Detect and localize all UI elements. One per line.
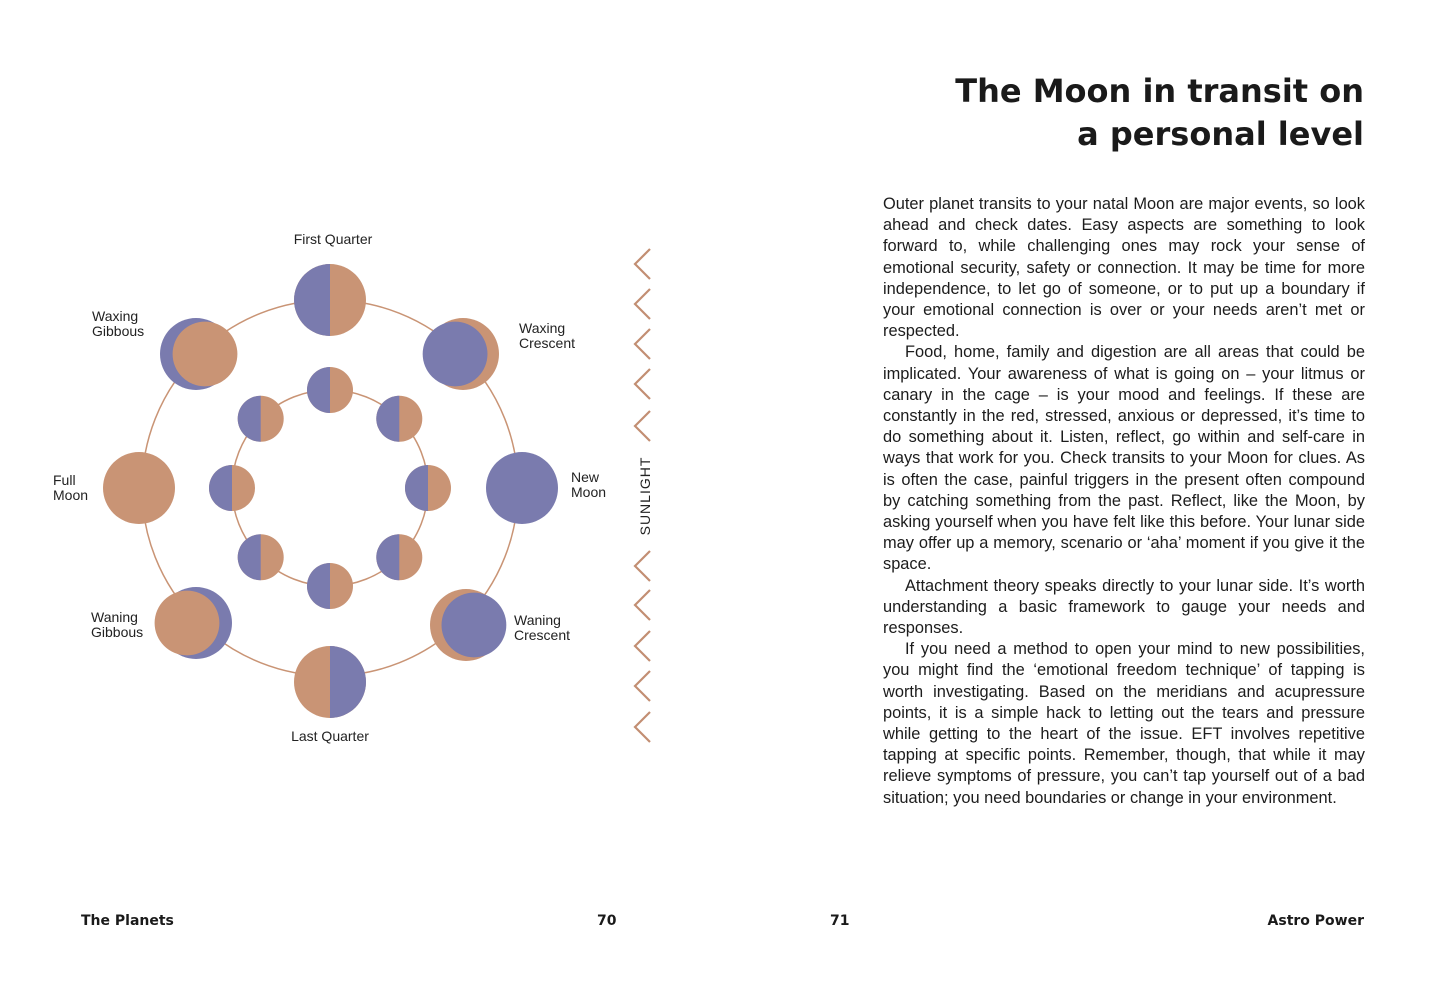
waxing-gibbous-moon (160, 318, 237, 390)
paragraph: Attachment theory speaks directly to your lunar side. It’s worth understanding a basic framework to gauge your needs and responses. (883, 576, 1365, 638)
full-moon-label: Full Moon (53, 472, 89, 503)
chevron-icon (635, 289, 650, 319)
paragraph: Outer planet transits to your natal Moon are major events, so look ahead and check dates. Easy aspects are something to look forward to, while challenging ones may rock your sense of emotional security, safety or connection. It may be time for more independence, to let go of someone, or to put up a boundary if your emotional connection is over or your needs aren’t met or respected. (883, 195, 1365, 341)
left-page-number: 70 (597, 913, 617, 929)
chevron-icon (635, 411, 650, 441)
chevron-icon (635, 712, 650, 742)
chevron-icon (635, 249, 650, 279)
inner-moon (307, 367, 353, 413)
inner-moon (376, 396, 422, 442)
waxing-gibbous-label: Waxing Gibbous (92, 308, 145, 339)
inner-moon (238, 396, 284, 442)
left-running-head: The Planets (81, 913, 174, 929)
title-line-1: The Moon in transit on (955, 72, 1364, 110)
paragraph: Food, home, family and digestion are all areas that could be implicated. Your awareness of what is going on – your litmus or canary in the cage – is your mood and feelings. If these are constantly in the red, stressed, anxious or depressed, it’s time to do something about it. Listen, reflect, go within and self-care in ways that work for you. Check transits to your Moon for clues. As is often the case, painful triggers in the present often compound by catching something from the past. Reflect, like the Moon, by asking yourself when you have felt like this before. Your lunar side may offer up a memory, scenario or ‘aha’ moment if you give it the space. (883, 343, 1365, 574)
full-moon-moon (103, 452, 175, 524)
paragraph: If you need a method to open your mind to new possibilities, you might find the ‘emotional freedom technique’ of tapping is worth investigating. Based on the meridians and acupressure points, it is a simple hack to letting out the tears and pressure while getting to the heart of the issue. EFT involves repetitive tapping at specific points. Remember, though, that while it may relieve symptoms of pressure, you can’t tap yourself out of a bad situation; you need boundaries or change in your environment. (883, 640, 1365, 807)
chevron-icon (635, 631, 650, 661)
chevron-icon (635, 590, 650, 620)
right-running-head: Astro Power (1267, 913, 1364, 929)
waxing-crescent-moon (423, 318, 499, 390)
new-moon-label: New Moon (571, 469, 607, 500)
chevron-icon (635, 551, 650, 581)
moon-phases-diagram (0, 0, 722, 990)
first-quarter-label: First Quarter (293, 231, 373, 247)
chevron-icon (635, 329, 650, 359)
title-line-2: a personal level (1077, 115, 1364, 153)
body-text (883, 194, 1365, 809)
last-quarter-moon (294, 646, 366, 718)
waning-crescent-moon (430, 589, 506, 661)
first-quarter-moon (294, 264, 366, 336)
inner-moon (209, 465, 255, 511)
waning-crescent-label: Waning Crescent (514, 612, 571, 643)
inner-moon (307, 563, 353, 609)
new-moon-moon (486, 452, 558, 524)
inner-moon (376, 534, 422, 580)
waning-gibbous-label: Waning Gibbous (91, 609, 144, 640)
last-quarter-label: Last Quarter (291, 728, 369, 744)
page-title (804, 70, 1364, 156)
inner-moon (238, 534, 284, 580)
waning-gibbous-moon (155, 587, 232, 659)
inner-moons (209, 367, 451, 609)
outer-moons (103, 264, 558, 718)
sunlight-label: SUNLIGHT (637, 456, 653, 536)
right-page-number: 71 (830, 913, 850, 929)
chevron-icon (635, 671, 650, 701)
chevron-icon (635, 369, 650, 399)
inner-moon (405, 465, 451, 511)
waxing-crescent-label: Waxing Crescent (519, 320, 576, 351)
